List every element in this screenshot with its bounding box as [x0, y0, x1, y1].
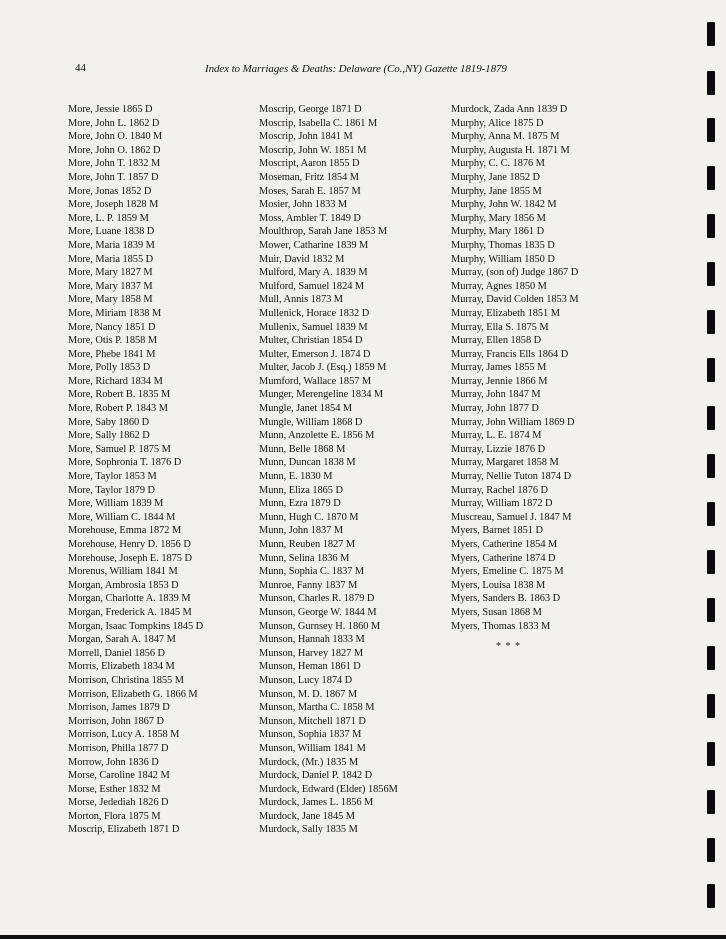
- index-entry: Munson, William 1841 M: [259, 742, 366, 754]
- index-entry: Morehouse, Henry D. 1856 D: [68, 539, 191, 550]
- index-entry: Munn, Ezra 1879 D: [259, 498, 341, 510]
- binding-hole: [707, 310, 715, 334]
- index-entry: Muscreau, Samuel J. 1847 M: [451, 511, 572, 523]
- index-entry: Murray, Ellen 1858 D: [451, 335, 542, 347]
- binding-hole: [707, 118, 715, 142]
- index-entry: More, Maria 1839 M: [68, 239, 155, 251]
- index-entry: Murray, John 1877 D: [451, 403, 539, 415]
- index-entry: Murdock, Zada Ann 1839 D: [451, 104, 568, 115]
- index-entry: Morrell, Daniel 1856 D: [68, 647, 166, 659]
- index-entry: Munson, Heman 1861 D: [259, 661, 361, 673]
- index-entry: Moscrip, John W. 1851 M: [259, 144, 367, 156]
- index-entry: Murdock, James L. 1856 M: [259, 797, 374, 809]
- index-entry: Morrison, Elizabeth G. 1866 M: [68, 688, 198, 700]
- index-entry: Moses, Sarah E. 1857 M: [259, 185, 361, 197]
- index-entry: Morris, Elizabeth 1834 M: [68, 661, 175, 673]
- index-entry: Murray, Ella S. 1875 M: [451, 321, 549, 333]
- index-entry: Multer, Jacob J. (Esq.) 1859 M: [259, 362, 387, 374]
- index-entry: More, Otis P. 1858 M: [68, 335, 158, 347]
- index-entry: Muir, David 1832 M: [259, 253, 345, 265]
- index-entry: More, Luane 1838 D: [68, 226, 155, 238]
- index-entry: More, Sophronia T. 1876 D: [68, 457, 182, 469]
- index-entry: Murphy, John W. 1842 M: [451, 199, 557, 211]
- index-entry: Murdock, Daniel P. 1842 D: [259, 770, 373, 782]
- index-entry: More, Joseph 1828 M: [68, 199, 159, 211]
- index-entry: More, Robert B. 1835 M: [68, 389, 171, 401]
- index-entry: Morton, Flora 1875 M: [68, 810, 161, 822]
- binding-hole: [707, 742, 715, 766]
- index-entry: More, Miriam 1838 M: [68, 307, 162, 319]
- end-of-list-mark: * * *: [496, 641, 521, 652]
- index-entry: Murray, Rachel 1876 D: [451, 484, 548, 496]
- index-entry: Mull, Annis 1873 M: [259, 294, 343, 306]
- index-entry: Murray, John William 1869 D: [451, 416, 575, 428]
- index-entry: Murdock, Edward (Elder) 1856M: [259, 783, 398, 795]
- index-entry: More, Mary 1827 M: [68, 267, 153, 279]
- index-entry: Moscript, Aaron 1855 D: [259, 158, 360, 170]
- index-entry: Mower, Catharine 1839 M: [259, 239, 369, 251]
- index-entry: Murray, Jennie 1866 M: [451, 375, 548, 387]
- index-column-3: [451, 103, 579, 633]
- index-entry: More, Nancy 1851 D: [68, 321, 156, 333]
- scan-bottom-edge: [0, 935, 726, 939]
- index-entry: Murray, Agnes 1850 M: [451, 280, 547, 292]
- index-entry: Murphy, Thomas 1835 D: [451, 239, 555, 251]
- index-entry: Murphy, C. C. 1876 M: [451, 158, 545, 170]
- binding-hole: [707, 838, 715, 862]
- running-title: Index to Marriages & Deaths: Delaware (Co.,NY) Gazette 1819-1879: [205, 63, 507, 75]
- index-entry: More, Jonas 1852 D: [68, 185, 152, 197]
- binding-hole: [707, 166, 715, 190]
- index-entry: Munson, Sophia 1837 M: [259, 729, 362, 741]
- index-entry: Myers, Thomas 1833 M: [451, 620, 551, 632]
- index-entry: Murphy, Augusta H. 1871 M: [451, 144, 570, 156]
- index-entry: Munn, Selina 1836 M: [259, 552, 350, 564]
- index-entry: Murphy, Anna M. 1875 M: [451, 131, 560, 143]
- binding-hole: [707, 22, 715, 46]
- index-entry: Munson, Charles R. 1879 D: [259, 593, 375, 605]
- index-entry: Munn, John 1837 M: [259, 525, 344, 537]
- index-entry: Murphy, Mary 1856 M: [451, 212, 546, 224]
- index-entry: More, Saby 1860 D: [68, 416, 150, 428]
- binding-hole: [707, 214, 715, 238]
- index-entry: Murphy, Alice 1875 D: [451, 117, 544, 129]
- index-entry: Mullenix, Samuel 1839 M: [259, 321, 368, 333]
- index-entry: More, L. P. 1859 M: [68, 212, 149, 224]
- index-entry: Munn, Sophia C. 1837 M: [259, 566, 365, 578]
- index-entry: Murphy, Jane 1855 M: [451, 185, 542, 197]
- index-entry: Murdock, Jane 1845 M: [259, 810, 355, 822]
- index-entry: Murray, Nellie Tuton 1874 D: [451, 471, 572, 483]
- index-entry: Mungle, Janet 1854 M: [259, 403, 353, 415]
- index-entry: Murray, (son of) Judge 1867 D: [451, 267, 579, 279]
- binding-hole: [707, 358, 715, 382]
- index-entry: More, John O. 1862 D: [68, 144, 161, 156]
- index-entry: More, Richard 1834 M: [68, 375, 163, 387]
- index-entry: Murdock, Sally 1835 M: [259, 824, 358, 836]
- index-entry: Myers, Barnet 1851 D: [451, 525, 543, 537]
- index-entry: Munson, George W. 1844 M: [259, 606, 377, 618]
- index-entry: Munn, Duncan 1838 M: [259, 457, 356, 469]
- index-entry: Munger, Merengeline 1834 M: [259, 389, 384, 401]
- index-entry: Murray, Margaret 1858 M: [451, 457, 559, 469]
- index-column-2: [259, 103, 398, 837]
- index-entry: More, Sally 1862 D: [68, 430, 150, 442]
- index-entry: Munson, Lucy 1874 D: [259, 674, 353, 686]
- binding-hole: [707, 790, 715, 814]
- index-entry: Murray, John 1847 M: [451, 389, 541, 401]
- index-entry: Moscrip, Elizabeth 1871 D: [68, 824, 180, 836]
- index-entry: Munn, Anzolette E. 1856 M: [259, 430, 375, 442]
- index-entry: More, Robert P. 1843 M: [68, 403, 168, 415]
- index-column-1: [68, 103, 203, 837]
- binding-hole: [707, 406, 715, 430]
- index-entry: Mosier, John 1833 M: [259, 199, 348, 211]
- index-entry: More, Jessie 1865 D: [68, 104, 153, 115]
- index-entry: More, Phebe 1841 M: [68, 348, 156, 360]
- index-entry: Murray, Lizzie 1876 D: [451, 443, 546, 455]
- index-entry: Multer, Christian 1854 D: [259, 335, 363, 347]
- index-entry: Morgan, Ambrosia 1853 D: [68, 579, 179, 591]
- index-entry: Munn, Belle 1868 M: [259, 443, 346, 455]
- index-entry: Munson, Hannah 1833 M: [259, 634, 365, 646]
- index-entry: Myers, Catherine 1854 M: [451, 539, 558, 550]
- index-entry: Murray, L. E. 1874 M: [451, 430, 542, 442]
- index-entry: Murphy, William 1850 D: [451, 253, 555, 265]
- index-entry: Moscrip, John 1841 M: [259, 131, 353, 143]
- index-entry: Munn, E. 1830 M: [259, 471, 333, 483]
- index-entry: Murphy, Mary 1861 D: [451, 226, 545, 238]
- index-entry: Morse, Jedediah 1826 D: [68, 797, 169, 809]
- index-entry: Munn, Hugh C. 1870 M: [259, 511, 359, 523]
- index-entry: Murray, James 1855 M: [451, 362, 547, 374]
- binding-hole: [707, 550, 715, 574]
- index-entry: Mungle, William 1868 D: [259, 416, 363, 428]
- index-entry: Morehouse, Emma 1872 M: [68, 525, 182, 537]
- index-entry: Morgan, Sarah A. 1847 M: [68, 634, 176, 646]
- index-entry: Munn, Reuben 1827 M: [259, 539, 356, 550]
- index-entry: Morrow, John 1836 D: [68, 756, 159, 768]
- index-entry: Munson, Martha C. 1858 M: [259, 702, 375, 714]
- index-entry: Morgan, Isaac Tompkins 1845 D: [68, 620, 204, 632]
- binding-hole: [707, 598, 715, 622]
- index-entry: Morrison, Christina 1855 M: [68, 674, 184, 686]
- page-number: 44: [75, 62, 86, 74]
- index-entry: More, John O. 1840 M: [68, 131, 163, 143]
- binding-hole: [707, 884, 715, 908]
- index-entry: More, Mary 1858 M: [68, 294, 153, 306]
- binding-hole: [707, 694, 715, 718]
- index-entry: Multer, Emerson J. 1874 D: [259, 348, 371, 360]
- index-entry: More, Samuel P. 1875 M: [68, 443, 171, 455]
- index-entry: Moscrip, George 1871 D: [259, 104, 362, 115]
- index-entry: Morrison, James 1879 D: [68, 702, 170, 714]
- index-entry: Moss, Ambler T. 1849 D: [259, 212, 361, 224]
- index-entry: More, John L. 1862 D: [68, 117, 160, 129]
- index-entry: Mullenick, Horace 1832 D: [259, 307, 370, 319]
- binding-hole: [707, 454, 715, 478]
- index-entry: Munson, M. D. 1867 M: [259, 688, 358, 700]
- index-entry: Morgan, Charlotte A. 1839 M: [68, 593, 191, 605]
- index-entry: Moulthrop, Sarah Jane 1853 M: [259, 226, 388, 238]
- index-entry: Morrison, John 1867 D: [68, 715, 164, 727]
- index-entry: Myers, Susan 1868 M: [451, 606, 542, 618]
- binding-hole: [707, 646, 715, 670]
- binding-hole: [707, 262, 715, 286]
- index-entry: More, William C. 1844 M: [68, 511, 176, 523]
- index-entry: Mulford, Mary A. 1839 M: [259, 267, 368, 279]
- index-entry: Myers, Emeline C. 1875 M: [451, 566, 564, 578]
- index-entry: Myers, Catherine 1874 D: [451, 552, 556, 564]
- index-entry: More, John T. 1857 D: [68, 171, 159, 183]
- index-entry: Mulford, Samuel 1824 M: [259, 280, 365, 292]
- index-entry: Myers, Louisa 1838 M: [451, 579, 546, 591]
- index-entry: More, William 1839 M: [68, 498, 164, 510]
- index-entry: More, John T. 1832 M: [68, 158, 161, 170]
- binding-hole: [707, 502, 715, 526]
- index-entry: Munson, Gurnsey H. 1860 M: [259, 620, 381, 632]
- index-entry: More, Polly 1853 D: [68, 362, 151, 374]
- index-entry: Munroe, Fanny 1837 M: [259, 579, 358, 591]
- index-entry: Morgan, Frederick A. 1845 M: [68, 606, 192, 618]
- binding-hole: [707, 71, 715, 95]
- index-entry: Myers, Sanders B. 1863 D: [451, 593, 561, 605]
- index-entry: Munn, Eliza 1865 D: [259, 484, 343, 496]
- index-entry: Morenus, William 1841 M: [68, 566, 178, 578]
- index-entry: Murray, William 1872 D: [451, 498, 553, 510]
- index-entry: More, Taylor 1853 M: [68, 471, 157, 483]
- index-entry: More, Mary 1837 M: [68, 280, 153, 292]
- index-entry: Murdock, (Mr.) 1835 M: [259, 756, 359, 768]
- index-entry: Morrison, Lucy A. 1858 M: [68, 729, 180, 741]
- index-entry: Moscrip, Isabella C. 1861 M: [259, 117, 378, 129]
- index-entry: Murray, David Colden 1853 M: [451, 294, 579, 306]
- index-entry: Murray, Elizabeth 1851 M: [451, 307, 560, 319]
- index-entry: Morse, Esther 1832 M: [68, 783, 161, 795]
- index-entry: Murphy, Jane 1852 D: [451, 171, 540, 183]
- index-entry: Munson, Mitchell 1871 D: [259, 715, 366, 727]
- index-entry: More, Taylor 1879 D: [68, 484, 156, 496]
- index-entry: Mumford, Wallace 1857 M: [259, 375, 372, 387]
- index-entry: Morehouse, Joseph E. 1875 D: [68, 552, 192, 564]
- index-entry: Murray, Francis Ells 1864 D: [451, 348, 569, 360]
- index-entry: Morse, Caroline 1842 M: [68, 770, 170, 782]
- index-entry: Moseman, Fritz 1854 M: [259, 171, 359, 183]
- index-entry: Morrison, Philla 1877 D: [68, 742, 169, 754]
- index-entry: More, Maria 1855 D: [68, 253, 154, 265]
- index-entry: Munson, Harvey 1827 M: [259, 647, 364, 659]
